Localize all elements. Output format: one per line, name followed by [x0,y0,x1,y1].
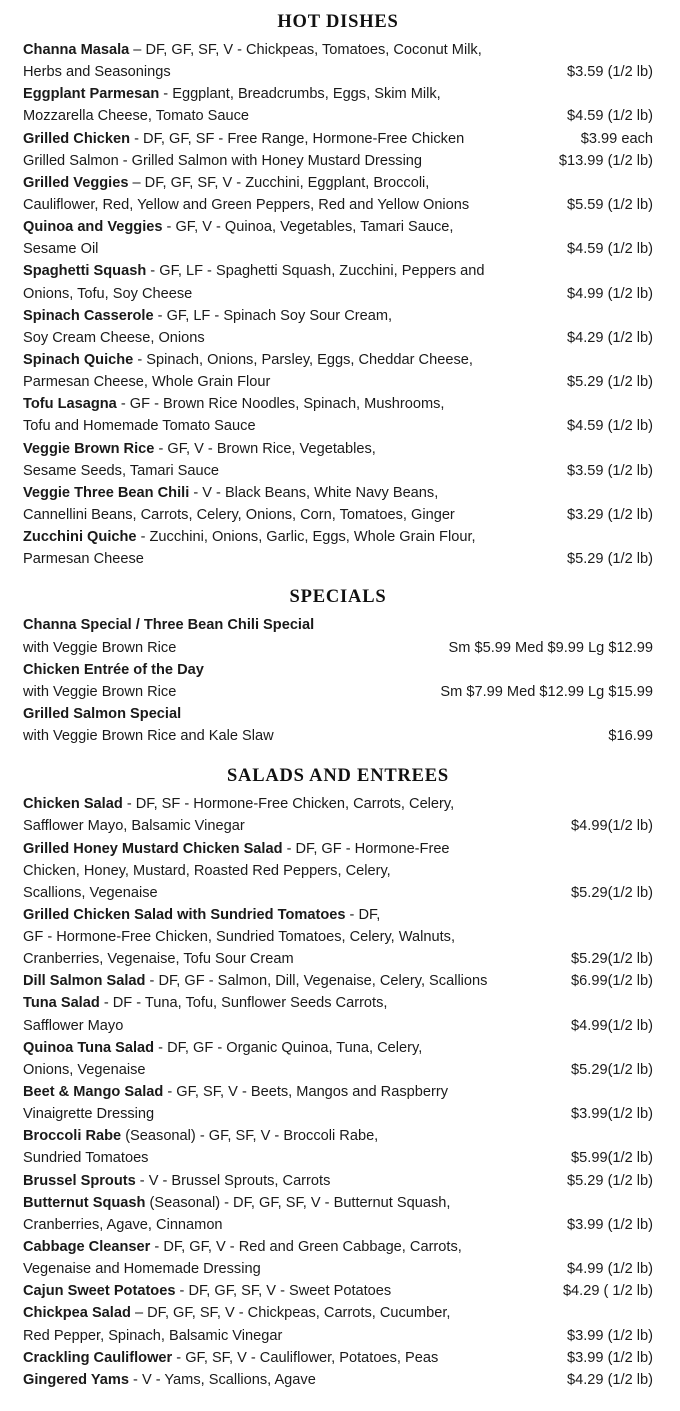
item-name: Chickpea Salad [23,1305,131,1322]
menu-list [23,614,653,747]
item-line [23,260,653,282]
item-name: Quinoa Tuna Salad [23,1039,155,1056]
item-price: $4.29 (1/2 lb) [567,1371,653,1388]
menu-item [23,216,653,260]
item-line [23,393,653,415]
item-text [23,1125,653,1147]
item-description: with Veggie Brown Rice [23,683,177,700]
item-text [23,1369,559,1391]
item-price: $4.99 (1/2 lb) [567,285,653,302]
item-name: Grilled Salmon Special [23,705,182,722]
item-price: $5.99(1/2 lb) [571,1150,653,1167]
item-name: Cajun Sweet Potatoes [23,1283,176,1300]
menu-item [23,838,653,904]
item-description: Parmesan Cheese [23,551,144,568]
item-description: - DF - Tuna, Tofu, Sunflower Seeds Carrots, [99,995,388,1012]
menu-item [23,482,653,526]
menu-item [23,172,653,216]
item-name: Beet & Mango Salad [23,1084,164,1101]
item-description: Herbs and Seasonings [23,64,171,81]
item-text [23,438,653,460]
item-name: Cabbage Cleanser [23,1239,151,1256]
item-description: Soy Cream Cheese, Onions [23,329,205,346]
item-price: $5.29(1/2 lb) [571,951,653,968]
item-name: Quinoa and Veggies [23,219,163,236]
item-line [23,1103,653,1125]
item-text [23,1236,653,1258]
item-description: GF - Hormone-Free Chicken, Sundried Tomatoes, Celery, Walnuts, [23,929,456,946]
item-line [23,1302,653,1324]
item-description: (Seasonal) - GF, SF, V - Broccoli Rabe, [121,1128,379,1145]
item-line [23,1325,653,1347]
item-text [23,614,653,636]
menu-item [23,83,653,127]
item-line [23,1258,653,1280]
item-description: Vinaigrette Dressing [23,1106,155,1123]
item-name: Spinach Casserole [23,307,154,324]
item-price: $4.59 (1/2 lb) [567,418,653,435]
item-description: - DF, GF - Salmon, Dill, Vegenaise, Celery, Scallions [145,973,488,990]
item-line [23,926,653,948]
item-description: - V - Brussel Sprouts, Carrots [135,1172,331,1189]
item-line [23,681,653,703]
item-line [23,703,653,725]
item-text [23,703,653,725]
item-line [23,948,653,970]
menu-item [23,992,653,1036]
item-text [23,83,653,105]
item-text [23,128,573,150]
item-name: Grilled Chicken Salad with Sundried Tomatoes [23,906,346,923]
item-line [23,860,653,882]
item-description: - V - Black Beans, White Navy Beans, [189,484,439,501]
item-line [23,415,653,437]
item-name: Crackling Cauliflower [23,1349,173,1366]
item-line [23,349,653,371]
item-price: $4.99(1/2 lb) [571,1017,653,1034]
menu-item [23,1037,653,1081]
item-price: Sm $5.99 Med $9.99 Lg $12.99 [448,639,653,656]
item-description: - V - Yams, Scallions, Agave [129,1371,316,1388]
menu-item [23,1236,653,1280]
item-price: $5.29(1/2 lb) [571,1061,653,1078]
item-text [23,349,653,371]
section-salads-and-entrees [23,764,653,1391]
item-line [23,150,653,172]
item-name: Tuna Salad [23,995,100,1012]
item-line [23,1369,653,1391]
item-line [23,283,653,305]
menu-item [23,128,653,150]
menu-item [23,349,653,393]
item-description: Sesame Oil [23,241,99,258]
menu-item [23,1081,653,1125]
item-line [23,1059,653,1081]
item-description: with Veggie Brown Rice [23,639,177,656]
item-line [23,1236,653,1258]
item-description: - DF, [345,906,381,923]
item-line [23,83,653,105]
menu-item [23,659,653,703]
item-name: Grilled Chicken [23,130,131,147]
item-description: - DF, GF, SF - Free Range, Hormone-Free Chicken [130,130,465,147]
item-text [23,838,653,860]
item-name: Broccoli Rabe [23,1128,122,1145]
item-description: Red Pepper, Spinach, Balsamic Vinegar [23,1327,283,1344]
item-description: – DF, GF, SF, V - Chickpeas, Carrots, Cucumber, [130,1305,451,1322]
item-line [23,1125,653,1147]
menu-item [23,614,653,658]
item-line [23,327,653,349]
item-description: – DF, GF, SF, V - Zucchini, Eggplant, Broccoli, [128,174,430,191]
item-description: Sundried Tomatoes [23,1150,149,1167]
menu-item [23,1280,653,1302]
item-price: $4.99 (1/2 lb) [567,1261,653,1278]
item-line [23,371,653,393]
item-price: $4.59 (1/2 lb) [567,241,653,258]
item-text [23,1347,559,1369]
item-line [23,504,653,526]
item-name: Veggie Brown Rice [23,440,155,457]
item-line [23,970,653,992]
item-line [23,838,653,860]
item-description: - DF, GF, V - Red and Green Cabbage, Carrots, [150,1239,462,1256]
item-description: with Veggie Brown Rice and Kale Slaw [23,728,274,745]
item-name: Channa Masala [23,42,130,58]
item-name: Spaghetti Squash [23,263,147,280]
menu-item [23,393,653,437]
item-price: $5.29(1/2 lb) [571,884,653,901]
item-description: - GF, V - Quinoa, Vegetables, Tamari Sauce, [162,219,454,236]
item-price: $3.99 each [580,130,653,147]
item-text [23,1302,653,1324]
item-price: $16.99 [608,728,653,745]
item-line [23,793,653,815]
item-text [23,1170,559,1192]
item-text [23,970,563,992]
item-description: - GF - Brown Rice Noodles, Spinach, Mushrooms, [116,396,445,413]
item-line [23,548,653,570]
item-name: Veggie Three Bean Chili [23,484,190,501]
item-line [23,1147,653,1169]
item-price: Sm $7.99 Med $12.99 Lg $15.99 [440,683,653,700]
menu-item [23,526,653,570]
menu-item [23,438,653,482]
section-title: SALADS AND ENTREES [226,766,450,787]
item-price: $3.99 (1/2 lb) [567,1327,653,1344]
item-description: Onions, Vegenaise [23,1061,146,1078]
menu-list [23,793,653,1391]
item-line [23,614,653,636]
item-line [23,882,653,904]
item-line [23,1347,653,1369]
item-description: - GF, V - Brown Rice, Vegetables, [154,440,376,457]
item-line [23,482,653,504]
item-description: Scallions, Vegenaise [23,884,158,901]
item-name: Zucchini Quiche [23,529,137,546]
item-line [23,1081,653,1103]
item-price: $4.59 (1/2 lb) [567,108,653,125]
item-text [23,904,653,926]
item-description: - GF, SF, V - Beets, Mangos and Raspberry [163,1084,448,1101]
item-price: $4.29 ( 1/2 lb) [562,1283,653,1300]
item-price: $6.99(1/2 lb) [571,973,653,990]
item-text [23,260,653,282]
item-text [23,482,653,504]
menu-item [23,703,653,747]
item-line [23,1170,653,1192]
section-title: SPECIALS [289,587,387,608]
item-description: (Seasonal) - DF, GF, SF, V - Butternut Squash, [145,1194,451,1211]
item-name: Brussel Sprouts [23,1172,136,1189]
menu-item [23,260,653,304]
item-description: - Spinach, Onions, Parsley, Eggs, Cheddar Cheese, [133,351,473,368]
item-price: $3.29 (1/2 lb) [567,506,653,523]
item-line [23,1192,653,1214]
item-description: Grilled Salmon - Grilled Salmon with Honey Mustard Dressing [23,152,423,169]
item-name: Spinach Quiche [23,351,134,368]
item-price: $5.29 (1/2 lb) [567,374,653,391]
item-price: $3.99 (1/2 lb) [567,1349,653,1366]
item-name: Tofu Lasagna [23,396,117,413]
section-specials [23,585,653,747]
item-description: - GF, LF - Spaghetti Squash, Zucchini, Peppers and [146,263,485,280]
item-line [23,815,653,837]
menu-item [23,305,653,349]
item-description: Cauliflower, Red, Yellow and Green Peppers, Red and Yellow Onions [23,196,470,213]
item-description: - Eggplant, Breadcrumbs, Eggs, Skim Milk, [159,86,441,103]
item-line [23,1280,653,1302]
item-price: $3.99 (1/2 lb) [567,1216,653,1233]
item-line [23,128,653,150]
item-line [23,438,653,460]
item-line [23,172,653,194]
item-description: - Zucchini, Onions, Garlic, Eggs, Whole Grain Flour, [136,529,476,546]
item-description: Cranberries, Vegenaise, Tofu Sour Cream [23,951,294,968]
item-description: Cranberries, Agave, Cinnamon [23,1216,223,1233]
menu-item [23,970,653,992]
item-name: Channa Special / Three Bean Chili Special [23,617,315,634]
item-description: Safflower Mayo [23,1017,124,1034]
item-price: $5.59 (1/2 lb) [567,196,653,213]
item-name: Chicken Salad [23,796,123,813]
item-line [23,1037,653,1059]
item-text [23,150,551,172]
item-line [23,992,653,1014]
item-text [23,1192,653,1214]
item-description: Safflower Mayo, Balsamic Vinegar [23,818,245,835]
menu-item [23,1125,653,1169]
item-description: - GF, SF, V - Cauliflower, Potatoes, Peas [172,1349,439,1366]
item-text [23,1280,555,1302]
item-line [23,105,653,127]
menu-item [23,1302,653,1346]
item-description: - DF, GF - Organic Quinoa, Tuna, Celery, [154,1039,423,1056]
item-text [23,172,653,194]
menu-item [23,1192,653,1236]
item-description: Mozzarella Cheese, Tomato Sauce [23,108,250,125]
item-description: Cannellini Beans, Carrots, Celery, Onions, Corn, Tomatoes, Ginger [23,506,455,523]
menu-list [23,39,653,570]
item-text [23,393,653,415]
item-name: Butternut Squash [23,1194,146,1211]
item-name: Eggplant Parmesan [23,86,160,103]
item-line [23,39,653,61]
item-description: Vegenaise and Homemade Dressing [23,1261,261,1278]
item-price: $13.99 (1/2 lb) [558,152,653,169]
item-description: – DF, GF, SF, V - Chickpeas, Tomatoes, Coconut Milk, [129,42,482,58]
menu-item [23,150,653,172]
item-line [23,725,653,747]
menu-item [23,39,653,83]
menu-item [23,1369,653,1391]
item-text [23,216,653,238]
section-hot-dishes [23,10,653,570]
item-line [23,637,653,659]
item-line [23,216,653,238]
item-text [23,39,653,61]
item-price: $4.99(1/2 lb) [571,818,653,835]
item-description: Chicken, Honey, Mustard, Roasted Red Peppers, Celery, [23,862,391,879]
item-name: Chicken Entrée of the Day [23,661,204,678]
item-price: $3.99(1/2 lb) [571,1106,653,1123]
item-line [23,904,653,926]
item-line [23,1214,653,1236]
item-line [23,1015,653,1037]
item-description: Sesame Seeds, Tamari Sauce [23,462,220,479]
item-description: - DF, GF - Hormone-Free [282,840,450,857]
item-price: $4.29 (1/2 lb) [567,329,653,346]
item-description: Parmesan Cheese, Whole Grain Flour [23,374,271,391]
item-description: Tofu and Homemade Tomato Sauce [23,418,256,435]
item-name: Grilled Veggies [23,174,129,191]
section-title: HOT DISHES [277,12,399,32]
item-text [23,992,653,1014]
item-text [23,526,653,548]
item-line [23,526,653,548]
item-text [23,659,653,681]
menu-item [23,904,653,970]
item-line [23,61,653,83]
item-text [23,305,653,327]
item-description: Onions, Tofu, Soy Cheese [23,285,193,302]
item-line [23,460,653,482]
item-name: Dill Salmon Salad [23,973,146,990]
menu-item [23,793,653,837]
item-text [23,1037,653,1059]
item-description: - DF, SF - Hormone-Free Chicken, Carrots, Celery, [122,796,455,813]
item-price: $3.59 (1/2 lb) [567,462,653,479]
menu-item [23,1347,653,1369]
item-description: - DF, GF, SF, V - Sweet Potatoes [175,1283,392,1300]
item-text [23,1081,653,1103]
item-line [23,305,653,327]
menu-item [23,1170,653,1192]
item-name: Gingered Yams [23,1371,129,1388]
item-price: $5.29 (1/2 lb) [567,1172,653,1189]
item-line [23,194,653,216]
item-text [23,793,653,815]
item-name: Grilled Honey Mustard Chicken Salad [23,840,283,857]
item-description: - GF, LF - Spinach Soy Sour Cream, [153,307,393,324]
item-line [23,238,653,260]
item-line [23,659,653,681]
item-price: $3.59 (1/2 lb) [567,64,653,81]
item-price: $5.29 (1/2 lb) [567,551,653,568]
